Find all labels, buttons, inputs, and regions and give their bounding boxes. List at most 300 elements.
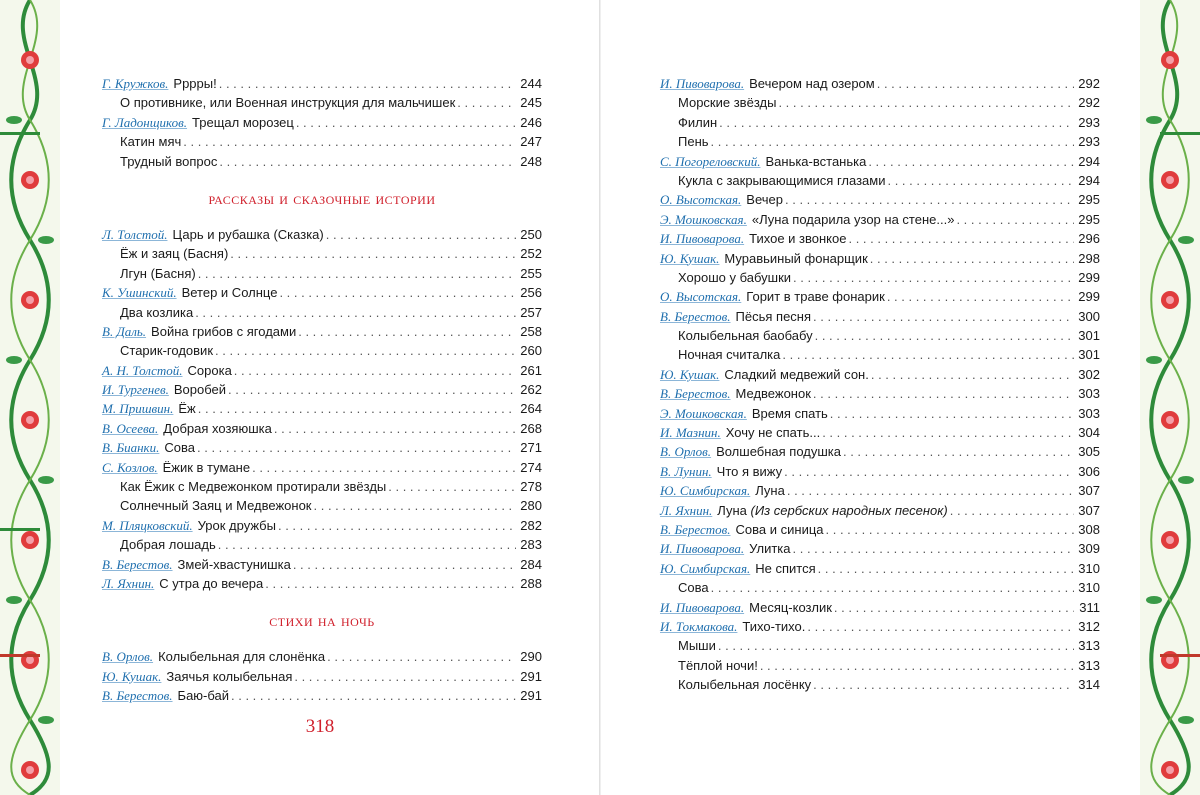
toc-title-text: Царь и рубашка (Сказка) (172, 226, 324, 242)
toc-page-number: 307 (1078, 502, 1100, 518)
toc-page-number: 271 (520, 440, 542, 456)
toc-title (102, 132, 181, 151)
toc-title-text: Филин (678, 114, 718, 130)
dot-leader (871, 365, 1074, 384)
dot-leader (887, 171, 1074, 190)
toc-author: И. Тургенев. (102, 382, 169, 398)
toc-page-number: 301 (1078, 347, 1100, 363)
toc-title (102, 93, 455, 112)
edge-stripe (0, 654, 40, 657)
toc-title (158, 647, 325, 666)
toc-title-text: Тихо-тихо. (742, 618, 806, 634)
toc-author: Ю. Кушак. (660, 366, 720, 382)
toc-title (163, 458, 250, 477)
toc-title-text: Луна (755, 483, 785, 499)
toc-entry (102, 516, 542, 535)
toc-title (660, 93, 776, 112)
toc-page-number: 294 (1078, 153, 1100, 169)
toc-title-text: Сова (164, 440, 195, 456)
toc-title-text: Тёплой ночи! (678, 657, 758, 673)
toc-title-text: Что я вижу (716, 463, 783, 479)
toc-title (660, 268, 791, 287)
toc-entry (102, 93, 542, 112)
toc-author: И. Пивоварова. (660, 541, 745, 557)
dot-leader (457, 93, 516, 112)
toc-entry (660, 93, 1100, 112)
toc-title (102, 477, 386, 496)
dot-leader (296, 113, 516, 132)
toc-entry (102, 535, 542, 554)
toc-title (736, 307, 812, 326)
toc-page-number: 283 (520, 537, 542, 553)
toc-page-number: 292 (1078, 95, 1100, 111)
dot-leader (793, 268, 1074, 287)
toc-title-text: «Луна подарила узор на стене...» (751, 211, 955, 227)
dot-leader (231, 686, 516, 705)
toc-entry (660, 384, 1100, 403)
toc-entry (102, 264, 542, 283)
edge-stripe (0, 528, 40, 531)
toc-page-number: 274 (520, 459, 542, 475)
toc-author: В. Лунин. (660, 463, 712, 479)
dot-leader (818, 559, 1074, 578)
toc-title-text: Лгун (Басня) (120, 265, 196, 281)
toc-title (102, 264, 196, 283)
toc-entry (660, 539, 1100, 558)
toc-title (736, 520, 824, 539)
toc-page-number: 313 (1078, 638, 1100, 654)
toc-title (717, 501, 947, 520)
dot-leader (215, 341, 516, 360)
toc-page-number: 299 (1078, 289, 1100, 305)
toc-section-list (102, 225, 542, 593)
toc-title (749, 598, 832, 617)
toc-section-list (102, 647, 542, 705)
toc-page-number: 312 (1078, 618, 1100, 634)
toc-entry (660, 171, 1100, 190)
toc-entry (102, 380, 542, 399)
dot-leader (183, 132, 516, 151)
toc-author: В. Орлов. (102, 649, 154, 665)
page-number: 318 (305, 716, 335, 737)
toc-author: И. Пивоварова. (660, 231, 745, 247)
toc-title-text: Не спится (755, 560, 816, 576)
toc-page-number: 291 (520, 668, 542, 684)
toc-page-number: 303 (1078, 386, 1100, 402)
toc-entry (102, 496, 542, 515)
toc-author: И. Токмакова. (660, 618, 738, 634)
toc-page-number: 245 (520, 95, 542, 111)
toc-title-text: Трещал морозец (192, 114, 294, 130)
toc-title-text: Ночная считалка (678, 347, 781, 363)
toc-title (102, 496, 312, 515)
toc-title-text: Ванька-встанька (765, 153, 867, 169)
toc-title (159, 574, 263, 593)
dot-leader (265, 574, 516, 593)
toc-title-text: Ёж и заяц (Басня) (120, 246, 229, 262)
dot-leader (813, 384, 1074, 403)
toc-entry (660, 210, 1100, 229)
toc-page-number: 298 (1078, 250, 1100, 266)
toc-entry (660, 268, 1100, 287)
edge-stripe (1160, 654, 1200, 657)
toc-title-text: Месяц-козлик (749, 599, 832, 615)
dot-leader (950, 501, 1074, 520)
dot-leader (813, 675, 1074, 694)
toc-title-text: Хочу не спать... (725, 425, 821, 441)
toc-entry (660, 132, 1100, 151)
toc-entry (102, 152, 542, 171)
toc-title-text: Урок дружбы (197, 517, 276, 533)
toc-entry (660, 113, 1100, 132)
dot-leader (219, 74, 516, 93)
toc-title-text: Рррры! (173, 76, 217, 91)
left-ornamental-border (0, 0, 60, 795)
toc-entry (102, 225, 542, 244)
toc-title (192, 113, 294, 132)
toc-title (660, 656, 758, 675)
toc-author: И. Пивоварова. (660, 599, 745, 615)
toc-entry (102, 438, 542, 457)
toc-page-number: 304 (1078, 425, 1100, 441)
toc-page-number: 305 (1078, 444, 1100, 460)
toc-title-text: Война грибов с ягодами (151, 323, 297, 339)
toc-page-number: 268 (520, 420, 542, 436)
toc-title (660, 636, 716, 655)
dot-leader (760, 656, 1074, 675)
toc-title-text: Колыбельная лосёнку (678, 677, 812, 693)
toc-title-text: С утра до вечера (159, 575, 264, 591)
toc-title (752, 210, 955, 229)
toc-entry (660, 307, 1100, 326)
toc-author: В. Берестов. (660, 308, 731, 324)
toc-author: В. Берестов. (102, 688, 173, 704)
toc-entry (660, 462, 1100, 481)
toc-entry (102, 686, 542, 705)
toc-title (102, 303, 193, 322)
toc-entry (102, 283, 542, 302)
toc-page-number: 290 (520, 649, 542, 665)
dot-leader (834, 598, 1074, 617)
dot-leader (718, 636, 1074, 655)
toc-title-text: Ёжик в тумане (162, 459, 251, 475)
dot-leader (195, 303, 516, 322)
dot-leader (778, 93, 1074, 112)
toc-page-number: 250 (520, 226, 542, 242)
toc-page-number: 309 (1078, 541, 1100, 557)
toc-page-number: 260 (520, 343, 542, 359)
toc-title (163, 419, 272, 438)
toc-right-column (660, 74, 1100, 695)
toc-title-text: Трудный вопрос (120, 153, 218, 169)
toc-title (178, 686, 229, 705)
toc-title (178, 399, 195, 418)
dot-leader (887, 287, 1074, 306)
toc-title-text: Два козлика (120, 304, 194, 320)
toc-author: Ю. Кушак. (102, 668, 162, 684)
toc-author: О. Высотская. (660, 192, 742, 208)
toc-entry (102, 113, 542, 132)
toc-title (102, 535, 216, 554)
toc-entry (102, 667, 542, 686)
toc-title (660, 171, 885, 190)
dot-leader (388, 477, 516, 496)
toc-title-text: Хорошо у бабушки (678, 269, 792, 285)
right-ornamental-border (1140, 0, 1200, 795)
toc-author: Э. Мошковская. (660, 405, 747, 421)
toc-title-text: Воробей (173, 382, 227, 398)
toc-title-text: Змей-хвастунишка (177, 556, 291, 572)
toc-title-text: Солнечный Заяц и Медвежонок (120, 498, 312, 514)
dot-leader (252, 458, 516, 477)
toc-page-number: 313 (1078, 657, 1100, 673)
toc-title-text: Баю-бай (177, 688, 230, 704)
toc-title-text: Медвежонок (735, 386, 811, 402)
toc-title-text: Сладкий медвежий сон. (724, 366, 869, 382)
dot-leader (298, 322, 516, 341)
toc-title (724, 365, 868, 384)
toc-page-number: 282 (520, 517, 542, 533)
toc-entry (660, 190, 1100, 209)
toc-page-number: 288 (520, 575, 542, 591)
dot-leader (782, 345, 1074, 364)
toc-author: К. Ушинский. (102, 285, 177, 301)
dot-leader (826, 520, 1074, 539)
toc-title-text: Колыбельная баобабу (678, 328, 813, 344)
dot-leader (228, 380, 516, 399)
toc-title-text: Как Ёжик с Медвежонком протирали звёзды (120, 479, 387, 495)
toc-entry (660, 578, 1100, 597)
toc-page-number: 292 (1078, 76, 1100, 91)
toc-entry (102, 303, 542, 322)
toc-author: С. Козлов. (102, 459, 158, 475)
toc-page-number: 307 (1078, 483, 1100, 499)
toc-page-number: 295 (1078, 211, 1100, 227)
toc-title (102, 152, 217, 171)
toc-entry (102, 399, 542, 418)
toc-title-text: Морские звёзды (678, 95, 777, 111)
toc-title (755, 559, 815, 578)
toc-entry (660, 598, 1100, 617)
toc-page-number: 262 (520, 382, 542, 398)
toc-author: В. Берестов. (660, 386, 731, 402)
toc-title-text: Время спать (751, 405, 828, 421)
toc-section-list (102, 74, 542, 171)
toc-entry (102, 458, 542, 477)
toc-title (749, 229, 846, 248)
section-heading: стихи на ночь (269, 611, 375, 631)
toc-title-text: Колыбельная для слонёнка (158, 649, 326, 665)
toc-entry (660, 249, 1100, 268)
toc-entry (102, 132, 542, 151)
toc-title-text: Улитка (749, 541, 791, 557)
toc-page-number: 314 (1078, 677, 1100, 693)
dot-leader (870, 249, 1074, 268)
toc-title (765, 152, 866, 171)
toc-author: Ю. Симбирская. (660, 560, 751, 576)
toc-title-text: Сорока (187, 362, 232, 378)
toc-entry (660, 345, 1100, 364)
toc-page-number: 311 (1079, 599, 1100, 615)
toc-page-number: 264 (520, 401, 542, 417)
dot-leader (787, 481, 1074, 500)
toc-title (749, 74, 875, 93)
toc-title-text: Сова (678, 580, 709, 596)
toc-page-number: 247 (520, 134, 542, 150)
toc-page-number: 252 (520, 246, 542, 262)
toc-entry (660, 152, 1100, 171)
toc-author: В. Бианки. (102, 440, 160, 456)
toc-author: И. Мазнин. (660, 425, 721, 441)
toc-author: Э. Мошковская. (660, 211, 747, 227)
toc-entry (660, 74, 1100, 93)
toc-title-text: Кукла с закрывающимися глазами (678, 172, 886, 188)
toc-title-text: Муравьиный фонарщик (724, 250, 868, 266)
toc-title (151, 322, 296, 341)
toc-entry (102, 322, 542, 341)
dot-leader (234, 361, 516, 380)
dot-leader (219, 152, 516, 171)
dot-leader (868, 152, 1074, 171)
toc-author: О. Высотская. (660, 289, 742, 305)
toc-title (660, 345, 780, 364)
dot-leader (813, 307, 1074, 326)
toc-entry (660, 423, 1100, 442)
toc-author: В. Даль. (102, 323, 147, 339)
dot-leader (198, 264, 516, 283)
toc-title (716, 442, 841, 461)
dot-leader (218, 535, 516, 554)
toc-title-note: (Из сербских народных песенок) (750, 502, 948, 518)
dot-leader (822, 423, 1074, 442)
toc-page-number: 300 (1078, 308, 1100, 324)
toc-title-text: Мыши (678, 638, 716, 654)
toc-title-text: Катин мяч (120, 134, 182, 150)
toc-entry (102, 477, 542, 496)
toc-title-text: Пёсья песня (735, 308, 812, 324)
toc-page-number: 246 (520, 114, 542, 130)
toc-page-number: 256 (520, 285, 542, 301)
toc-section-list (660, 74, 1100, 695)
dot-leader (197, 438, 516, 457)
dot-leader (793, 539, 1074, 558)
dot-leader (314, 496, 517, 515)
toc-title (755, 481, 785, 500)
toc-author: Л. Толстой. (102, 226, 168, 242)
toc-title (660, 578, 709, 597)
dot-leader (278, 516, 516, 535)
toc-entry (660, 675, 1100, 694)
dot-leader (294, 667, 516, 686)
toc-author: Л. Яхнин. (102, 575, 155, 591)
toc-title (173, 74, 216, 93)
toc-entry (660, 326, 1100, 345)
dot-leader (711, 132, 1074, 151)
toc-title-text: Вечер (746, 192, 783, 208)
toc-page-number: 258 (520, 323, 542, 339)
toc-title (752, 404, 828, 423)
toc-author: В. Берестов. (660, 521, 731, 537)
toc-entry (102, 555, 542, 574)
toc-entry (102, 74, 542, 93)
toc-page-number: 303 (1078, 405, 1100, 421)
toc-title (198, 516, 276, 535)
dot-leader (815, 326, 1074, 345)
dot-leader (830, 404, 1074, 423)
toc-title-text: Ёж (178, 401, 196, 417)
dot-leader (198, 399, 516, 418)
toc-title-text: Ветер и Солнце (181, 285, 278, 301)
toc-entry (660, 656, 1100, 675)
toc-entry (102, 244, 542, 263)
toc-title (742, 617, 805, 636)
toc-page-number: 293 (1078, 114, 1100, 130)
dot-leader (877, 74, 1074, 93)
dot-leader (711, 578, 1074, 597)
toc-page-number: 248 (520, 153, 542, 169)
dot-leader (274, 419, 516, 438)
toc-page-number: 261 (520, 362, 542, 378)
toc-entry (660, 404, 1100, 423)
dot-leader (807, 617, 1074, 636)
toc-author: Ю. Симбирская. (660, 483, 751, 499)
dot-leader (785, 190, 1074, 209)
toc-page-number: 301 (1078, 328, 1100, 344)
toc-author: М. Пришвин. (102, 401, 174, 417)
toc-page-number: 295 (1078, 192, 1100, 208)
toc-page-number: 306 (1078, 463, 1100, 479)
toc-title (182, 283, 278, 302)
toc-title-text: Сова и синица (735, 521, 824, 537)
toc-entry (660, 617, 1100, 636)
toc-entry (102, 361, 542, 380)
toc-title-text: Добрая хозяюшка (163, 420, 272, 436)
toc-author: С. Погореловский. (660, 153, 761, 169)
toc-title (178, 555, 291, 574)
toc-title (174, 380, 226, 399)
toc-page-number: 310 (1078, 580, 1100, 596)
toc-title (166, 667, 292, 686)
dot-leader (327, 647, 516, 666)
toc-author: В. Орлов. (660, 444, 712, 460)
toc-page-number: 278 (520, 479, 542, 495)
toc-page-number: 257 (520, 304, 542, 320)
toc-page-number: 294 (1078, 172, 1100, 188)
toc-title-text: О противнике, или Военная инструкция для мальчишек (120, 95, 456, 111)
toc-author: В. Осеева. (102, 420, 159, 436)
toc-author: В. Берестов. (102, 556, 173, 572)
toc-title (749, 539, 790, 558)
toc-author: Г. Ладонщиков. (102, 114, 188, 130)
toc-title (102, 244, 228, 263)
toc-title-text: Старик-годовик (120, 343, 214, 359)
toc-title-text: Вечером над озером (749, 76, 875, 91)
toc-title (717, 462, 782, 481)
toc-title-text: Горит в траве фонарик (746, 289, 885, 305)
toc-title (188, 361, 232, 380)
dot-leader (956, 210, 1074, 229)
toc-page-number: 284 (520, 556, 542, 572)
toc-title (660, 132, 709, 151)
toc-page-number: 293 (1078, 134, 1100, 150)
edge-stripe (1160, 132, 1200, 135)
dot-leader (293, 555, 516, 574)
dot-leader (843, 442, 1074, 461)
toc-author: Ю. Кушак. (660, 250, 720, 266)
toc-page-number: 255 (520, 265, 542, 281)
toc-title-text: Заячья колыбельная (166, 668, 293, 684)
toc-title (660, 675, 811, 694)
